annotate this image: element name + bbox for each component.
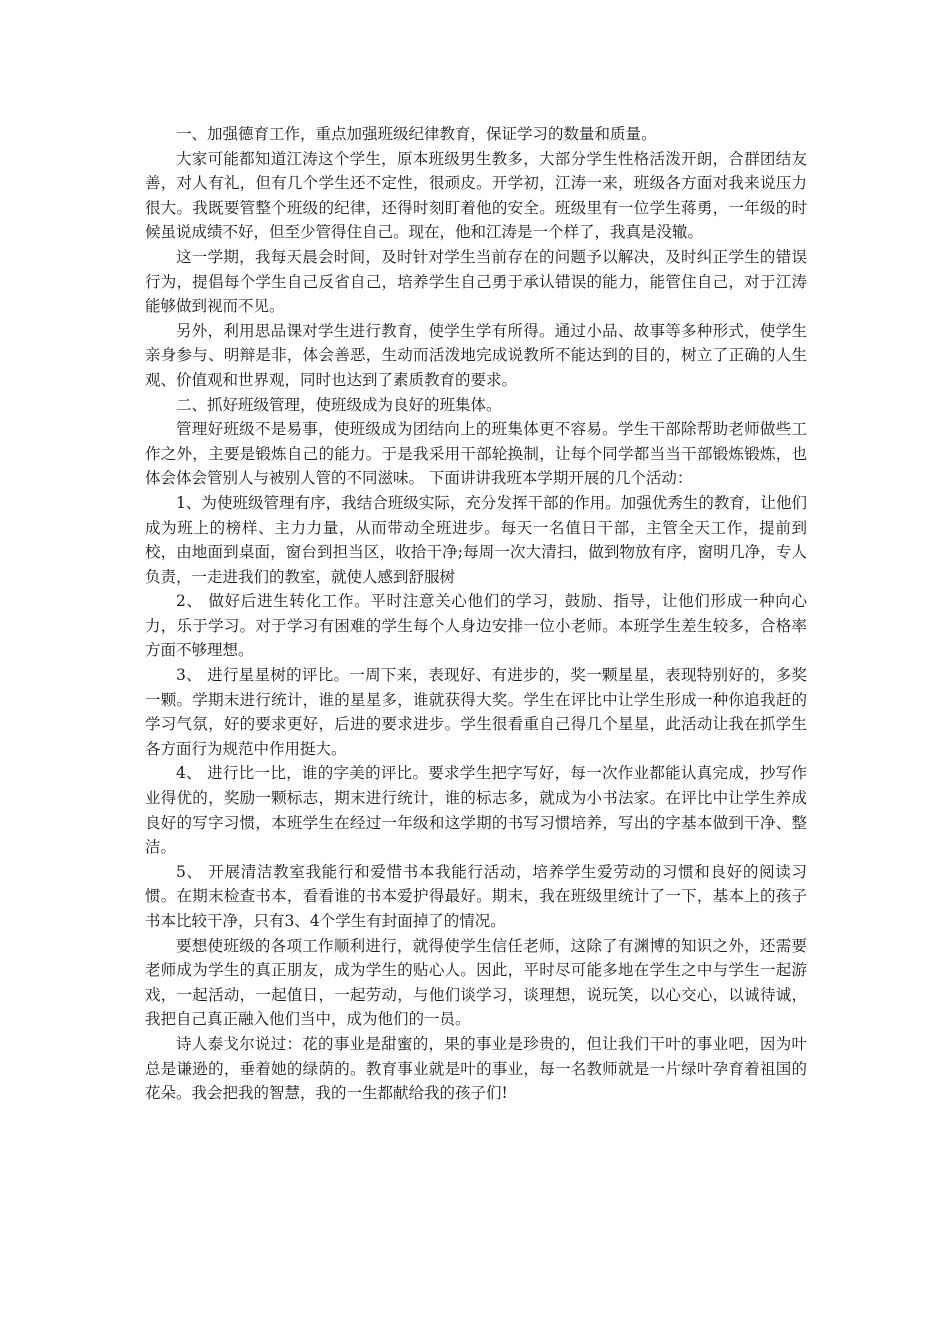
paragraph-morning-meeting: 这一学期，我每天晨会时间，及时针对学生当前存在的问题予以解决，及时纠正学生的错误行为，提倡每个学生自己反省自己，培养学生自己勇于承认错误的能力，能管住自己，对于江涛能够做到视而不见。 <box>145 247 807 316</box>
paragraph-cadre-rotation: 管理好班级不是易事，使班级成为团结向上的班集体更不容易。学生干部除帮助老师做些工作之外，主要是锻炼自己的能力。于是我采用干部轮换制，让每个同学都当当干部锻炼锻炼，也体会体会管别人与被别人管的不同滋味。 下面讲讲我班本学期开展的几个活动： <box>145 420 807 488</box>
paragraph-moral-class: 另外，利用思品课对学生进行教育，使学生学有所得。通过小品、故事等多种形式，使学生亲身参与、明辩是非，体会善恶，生动而活泼地完成说教所不能达到的目的，树立了正确的人生观、价值观和世界观，同时也达到了素质教育的要求。 <box>145 321 807 389</box>
list-item-3: 3、 进行星星树的评比。一周下来，表现好、有进步的，奖一颗星星，表现特别好的，多奖一颗。学期末进行统计，谁的星星多，谁就获得大奖。学生在评比中让学生形成一种你追我赶的学习气氛，好的要求更好，后进的要求进步。学生很看重自己得几个星星，此活动让我在抓学生各方面行为规范中作用挺大。 <box>145 666 807 758</box>
list-item-2: 2、 做好后进生转化工作。平时注意关心他们的学习，鼓励、指导，让他们形成一种向心力，乐于学习。对于学习有困难的学生每个人身边安排一位小老师。本班学生差生较多，合格率方面不够理想。 <box>145 592 807 660</box>
paragraph-tagore-quote: 诗人泰戈尔说过：花的事业是甜蜜的，果的事业是珍贵的，但让我们干叶的事业吧，因为叶总是谦逊的，垂着她的绿荫的。教育事业就是叶的事业，每一名教师就是一片绿叶孕育着祖国的花朵。我会把我的智慧，我的一生都献给我的孩子们! <box>145 1034 807 1103</box>
heading-class-management: 二、抓好班级管理，使班级成为良好的班集体。 <box>176 395 502 414</box>
heading-moral-education: 一、加强德育工作，重点加强班级纪律教育，保证学习的数量和质量。 <box>176 125 657 143</box>
paragraph-trust-teacher: 要想使班级的各项工作顺利进行，就得使学生信任老师，这除了有渊博的知识之外，还需要老师成为学生的真正朋友，成为学生的贴心人。因此，平时尽可能多地在学生之中与学生一起游戏，一起活动，一起值日，一起劳动，与他们谈学习，谈理想，说玩笑，以心交心，以诚待诚，我把自己真正融入他们当中，成为他们的一员。 <box>145 936 807 1029</box>
list-item-1: 1、为使班级管理有序，我结合班级实际，充分发挥干部的作用。加强优秀生的教育，让他们成为班上的榜样、主力力量，从而带动全班进步。每天一名值日干部，主管全天工作，提前到校，由地面到桌面，窗台到担当区，收拾干净;每周一次大清扫，做到物放有序，窗明几净，专人负责，一走进我们的教室，就使人感到舒服树 <box>145 493 807 586</box>
list-item-4: 4、 进行比一比，谁的字美的评比。要求学生把字写好，每一次作业都能认真完成，抄写作业得优的，奖励一颗标志，期末进行统计，谁的标志多，就成为小书法家。在评比中让学生养成良好的写字习惯，本班学生在经过一年级和这学期的书写习惯培养，写出的字基本做到干净、整洁。 <box>145 764 807 857</box>
paragraph-jiangtao-intro: 大家可能都知道江涛这个学生，原本班级男生教多，大部分学生性格活泼开朗，合群团结友善，对人有礼，但有几个学生还不定性，很顽皮。开学初，江涛一来，班级各方面对我来说压力很大。我既要管整个班级的纪律，还得时刻盯着他的安全。班级里有一位学生蒋勇，一年级的时候虽说成绩不好，但至少管得住自己。现在，他和江涛是一个样了，我真是没辙。 <box>145 149 807 242</box>
document-body <box>145 122 807 1106</box>
list-item-5: 5、 开展清洁教室我能行和爱惜书本我能行活动，培养学生爱劳动的习惯和良好的阅读习惯。在期末检查书本，看看谁的书本爱护得最好。期末，我在班级里统计了一下，基本上的孩子书本比较干净，只有3、4个学生有封面掉了的情况。 <box>145 862 807 930</box>
